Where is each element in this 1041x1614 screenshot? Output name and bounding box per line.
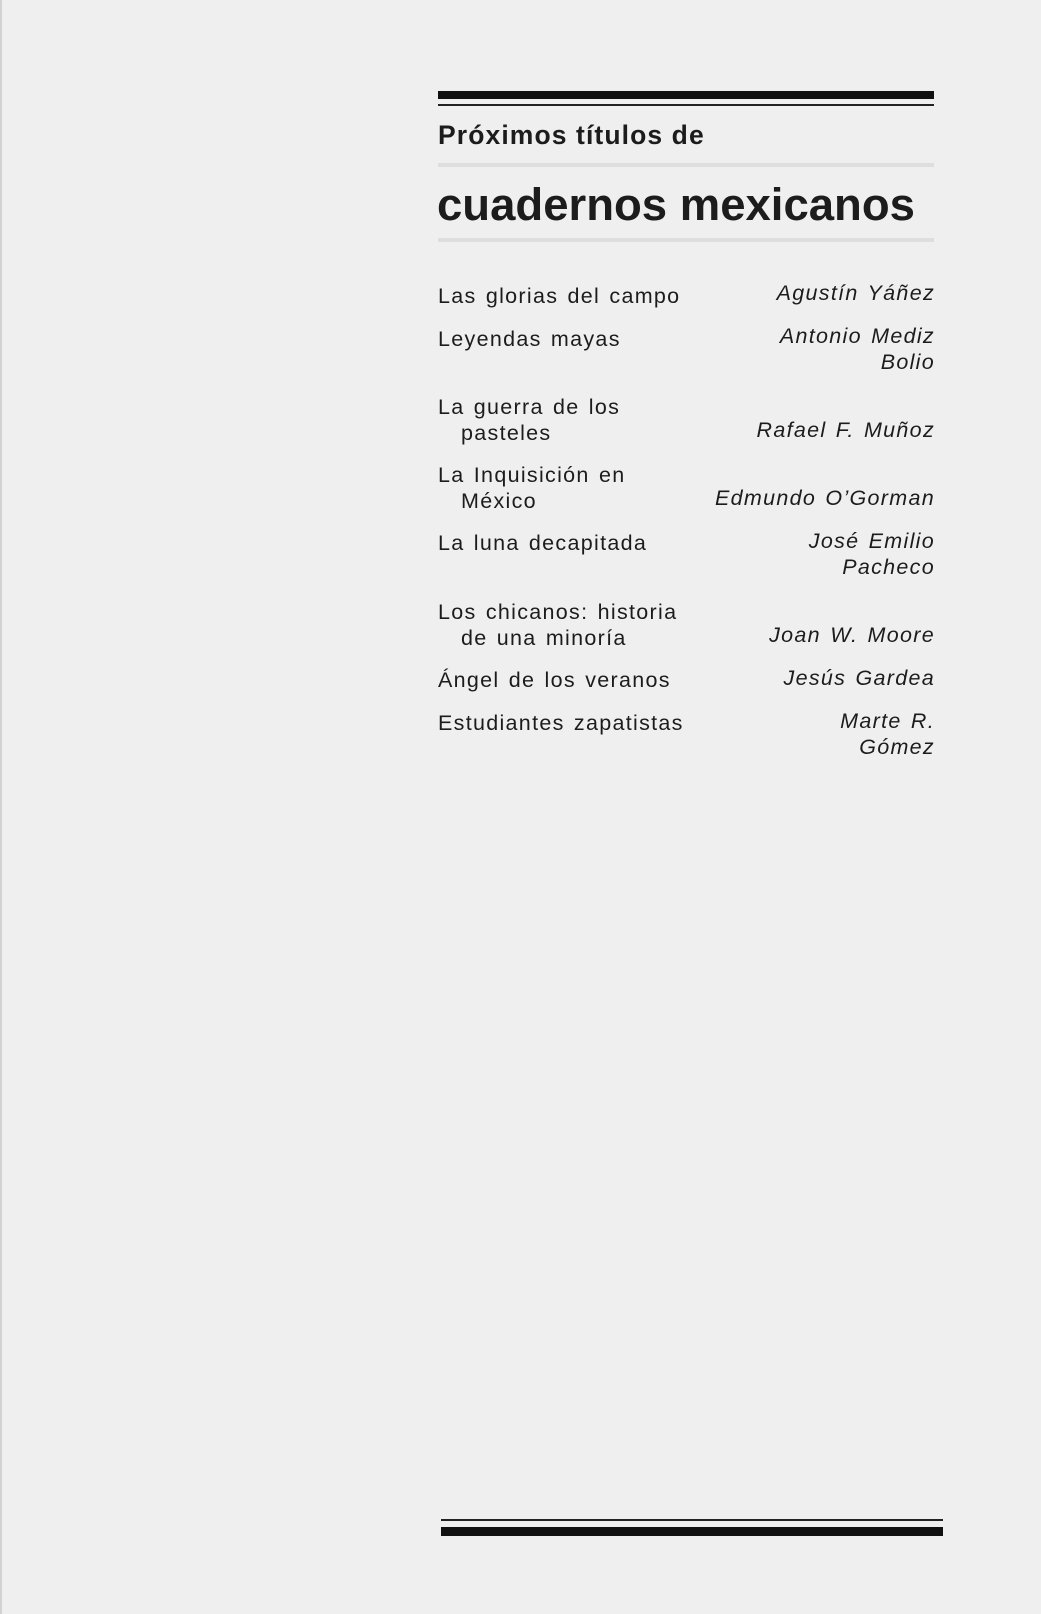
book-title-line: Estudiantes zapatistas [438,711,684,735]
book-title-line: México [461,489,537,513]
book-author-line: Agustín Yáñez [776,281,935,305]
book-title-line: La Inquisición en [438,463,626,487]
book-author-line: Joan W. Moore [769,623,935,647]
book-author [769,622,935,648]
book-author [840,708,935,760]
book-title [438,667,671,693]
book-title-line: La guerra de los [438,395,621,419]
section-kicker: Próximos títulos de [438,120,705,150]
top-thin-rule [438,104,934,106]
book-title [438,710,684,736]
book-title-line: Ángel de los veranos [438,668,671,692]
book-author-line: Marte R. [840,709,935,733]
book-author-line: Edmundo O’Gorman [715,486,935,510]
book-author [809,528,935,580]
book-title-line: Los chicanos: historia [438,600,678,624]
book-author [715,485,935,511]
book-title-line: Leyendas mayas [438,327,621,351]
book-author [780,323,935,375]
book-title [438,394,620,446]
book-author-line: José Emilio [808,529,935,553]
book-title-line: pasteles [461,421,552,445]
bottom-thick-rule [441,1527,943,1536]
book-title-line: La luna decapitada [438,531,648,555]
top-thick-rule [438,91,934,99]
book-title [438,462,625,514]
book-author [757,417,935,443]
book-title [438,283,680,309]
book-author-line: Antonio Mediz [779,324,935,348]
book-title-line: Las glorias del campo [438,284,681,308]
book-title-line: de una minoría [461,626,627,650]
book-title [438,326,621,352]
book-title [438,530,647,556]
bottom-thin-rule [441,1519,943,1521]
book-author-line: Pacheco [842,555,935,579]
book-author [784,665,935,691]
book-author-line: Bolio [880,350,935,374]
page-edge [0,0,2,1614]
book-author [777,280,935,306]
book-title [438,599,677,651]
book-author-line: Rafael F. Muñoz [756,418,935,442]
series-title: cuadernos mexicanos [437,179,915,230]
book-author-line: Jesús Gardea [783,666,935,690]
faint-rule-lower [438,238,934,242]
faint-rule-upper [438,163,934,167]
book-author-line: Gómez [859,735,935,759]
